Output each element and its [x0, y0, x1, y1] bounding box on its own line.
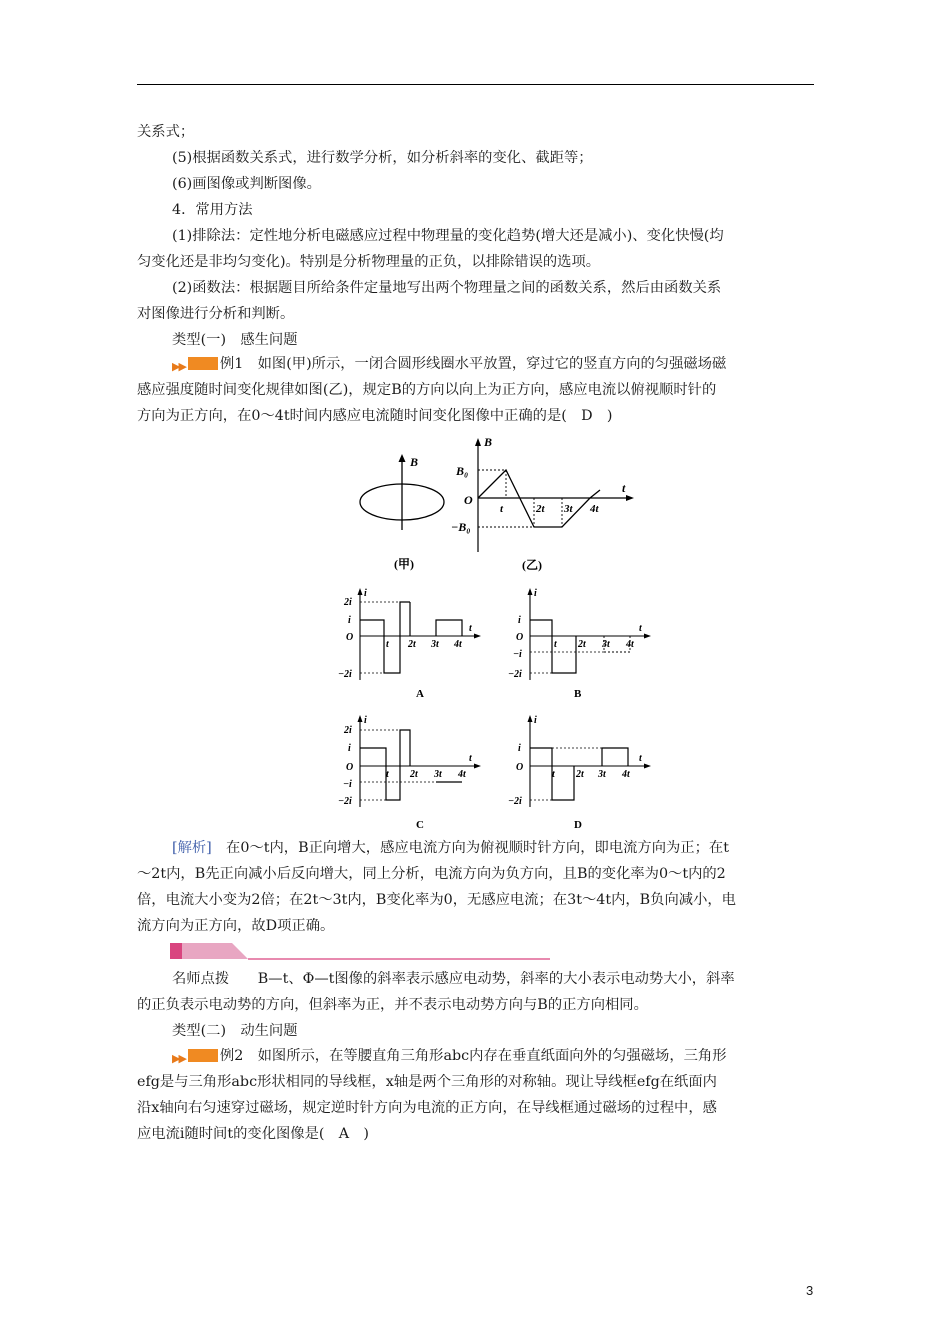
example-label: 例2 [219, 1048, 244, 1064]
page-number: 3 [806, 1283, 814, 1298]
svg-text:−i: −i [343, 779, 352, 790]
svg-text:4t: 4t [590, 503, 599, 515]
svg-text:O: O [516, 762, 524, 773]
svg-text:t: t [500, 503, 504, 515]
section-heading: 类型(一) 感生问题 [172, 332, 298, 348]
example2-line1: ▶▶ 例2 如图所示，在等腰直角三角形abc内存在垂直纸面向外的匀强磁场，三角形 [172, 1046, 817, 1069]
answer: D [581, 408, 593, 424]
text-line: 4．常用方法 [172, 202, 253, 218]
svg-text:i: i [518, 743, 521, 754]
svg-text:2t: 2t [536, 503, 545, 515]
option-a-graph [338, 585, 488, 700]
option-label: C [416, 819, 424, 831]
svg-text:3t: 3t [431, 639, 439, 650]
svg-text:t: t [386, 769, 389, 780]
text-line: (2)函数法：根据题目所给条件定量地写出两个物理量之间的函数关系，然后由函数关系 [172, 280, 722, 296]
svg-text:O: O [464, 493, 473, 507]
option-b-graph [508, 585, 658, 700]
analysis-line3: 倍，电流大小变为2倍；在2t～3t内，B变化率为0，无感应电流；在3t～4t内，B负向减小，电 [137, 892, 736, 908]
analysis-tag: [解析] [172, 840, 212, 856]
svg-text:3t: 3t [564, 503, 573, 515]
tip-line2: 的正负表示电动势的方向，但斜率为正，并不表示电动势方向与B的正方向相同。 [137, 997, 648, 1013]
option-d-graph [508, 712, 658, 832]
header-rule [137, 84, 814, 85]
svg-text:−2i: −2i [508, 796, 522, 807]
svg-text:4t: 4t [454, 639, 462, 650]
svg-text:O: O [346, 632, 354, 643]
example1-line3: 方向为正方向，在0～4t时间内感应电流随时间变化图像中正确的是( D ) [137, 408, 613, 424]
example-tag-icon: ▶▶ [172, 356, 218, 377]
option-label: A [416, 688, 424, 700]
svg-text:−2i: −2i [338, 669, 352, 680]
example1-line2: 感应强度随时间变化规律如图(乙)，规定B的方向以向上为正方向，感应电流以俯视顺时针的 [137, 382, 717, 398]
svg-text:t: t [469, 753, 472, 764]
example-text: 如图(甲)所示，一闭合圆形线圈水平放置，穿过它的竖直方向的匀强磁场磁 [257, 356, 727, 372]
svg-text:i: i [364, 588, 367, 599]
svg-text:2t: 2t [408, 639, 416, 650]
example-label: 例1 [219, 356, 244, 372]
svg-text:2t: 2t [410, 769, 418, 780]
svg-text:4t: 4t [622, 769, 630, 780]
svg-text:2t: 2t [578, 639, 586, 650]
svg-text:t: t [639, 753, 642, 764]
example2-line3: 沿x轴向右匀速穿过磁场，规定逆时针方向为电流的正方向，在导线框通过磁场的过程中，感 [137, 1100, 717, 1116]
axis-label: B [410, 455, 419, 469]
figure-jia [350, 440, 460, 580]
example2-line2: efg是与三角形abc形状相同的导线框，x轴是两个三角形的对称轴。现让导线框efg在纸面内 [137, 1074, 717, 1090]
svg-text:−B₀: −B₀ [451, 520, 471, 534]
svg-text:−2i: −2i [508, 669, 522, 680]
caption: (乙) [522, 558, 542, 572]
tip-banner-icon [170, 943, 550, 961]
svg-text:t: t [552, 769, 555, 780]
analysis-line2: ～2t内，B先正向减小后反向增大，同上分析，电流方向为负方向，且B的变化率为0～t内的2 [137, 866, 726, 882]
svg-text:4t: 4t [458, 769, 466, 780]
analysis-line1: [解析] 在0～t内，B正向增大，感应电流方向为俯视顺时针方向，即电流方向为正；在t [172, 840, 729, 856]
svg-text:O: O [516, 632, 524, 643]
analysis-line4: 流方向为正方向，故D项正确。 [137, 918, 335, 934]
option-c-graph [338, 712, 488, 832]
example2-line4: 应电流i随时间t的变化图像是( A ) [137, 1126, 369, 1142]
text-line: (6)画图像或判断图像。 [172, 176, 321, 192]
svg-text:i: i [348, 615, 351, 626]
svg-text:3t: 3t [602, 639, 610, 650]
svg-text:t: t [386, 639, 389, 650]
svg-text:2i: 2i [344, 725, 352, 736]
text-line: 关系式； [137, 124, 195, 140]
example-tag-icon: ▶▶ [172, 1048, 218, 1069]
svg-text:3t: 3t [598, 769, 606, 780]
caption: (甲) [394, 557, 414, 571]
option-label: B [574, 688, 582, 700]
svg-text:i: i [534, 588, 537, 599]
text-line: (1)排除法：定性地分析电磁感应过程中物理量的变化趋势(增大还是减小)、变化快慢(均 [172, 228, 724, 244]
svg-text:t: t [639, 623, 642, 634]
svg-text:3t: 3t [434, 769, 442, 780]
svg-text:i: i [534, 715, 537, 726]
tip-line1: 名师点拨 B—t、Φ—t图像的斜率表示感应电动势，斜率的大小表示电动势大小，斜率 [172, 971, 735, 987]
svg-text:i: i [348, 743, 351, 754]
svg-text:2i: 2i [344, 597, 352, 608]
svg-text:t: t [622, 481, 626, 495]
text-line: (5)根据函数关系式，进行数学分析，如分析斜率的变化、截距等； [172, 150, 593, 166]
svg-text:−i: −i [513, 649, 522, 660]
svg-text:2t: 2t [576, 769, 584, 780]
svg-text:i: i [518, 615, 521, 626]
text-line: 对图像进行分析和判断。 [137, 306, 295, 322]
svg-text:t: t [554, 639, 557, 650]
answer: A [338, 1126, 350, 1142]
example1-line1 [172, 354, 817, 377]
svg-text:B₀: B₀ [456, 464, 469, 478]
svg-text:O: O [346, 762, 354, 773]
section-heading: 类型(二) 动生问题 [172, 1023, 298, 1039]
svg-text:i: i [364, 715, 367, 726]
svg-text:B: B [484, 435, 493, 449]
figure-yi [448, 432, 648, 577]
option-label: D [574, 819, 582, 831]
svg-text:−2i: −2i [338, 796, 352, 807]
text-line: 匀变化还是非均匀变化)。特别是分析物理量的正负，以排除错误的选项。 [137, 254, 601, 270]
svg-text:4t: 4t [626, 639, 634, 650]
svg-text:t: t [469, 623, 472, 634]
